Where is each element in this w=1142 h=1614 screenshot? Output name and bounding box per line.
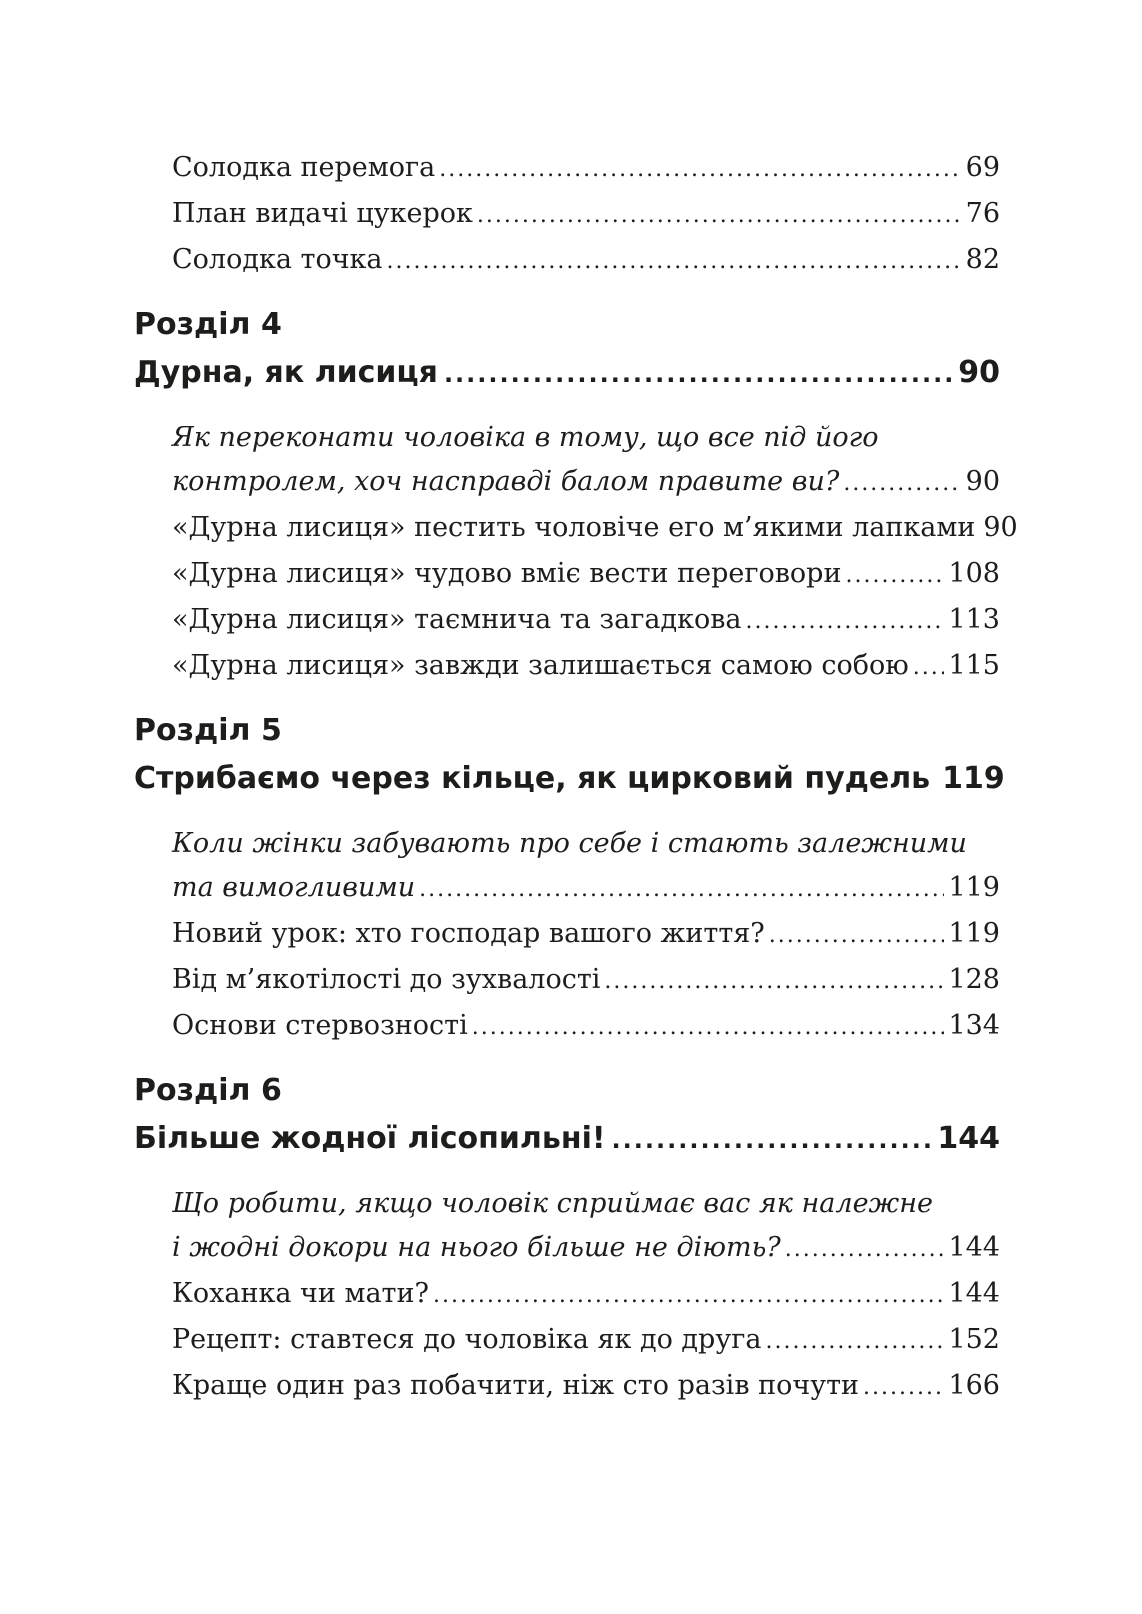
toc-entry bbox=[134, 145, 1000, 191]
toc-entry-title: План видачі цукерок bbox=[172, 198, 473, 229]
toc-entry-title: Основи стервозності bbox=[172, 1010, 468, 1041]
chapter-title-text: Стрибаємо через кільце, як цирковий пудель bbox=[134, 761, 931, 796]
chapter-intro-line1: Коли жінки забувають про себе і стають залежними bbox=[172, 828, 967, 859]
chapter-intro-line2: і жодні докори на нього більше не діють? bbox=[172, 1232, 781, 1263]
chapter-page: 144 bbox=[937, 1121, 1000, 1156]
dot-leader bbox=[845, 553, 944, 599]
chapter-label: Розділ 6 bbox=[134, 1073, 282, 1108]
toc-entry-page: 119 bbox=[948, 918, 1000, 949]
table-of-contents bbox=[134, 145, 1018, 1409]
toc-entry-page: 128 bbox=[948, 964, 1000, 995]
chapter-title bbox=[134, 347, 1000, 399]
dot-leader bbox=[419, 867, 944, 913]
chapter-label: Розділ 5 bbox=[134, 713, 282, 748]
dot-leader bbox=[746, 599, 945, 645]
toc-entry bbox=[134, 1003, 1000, 1049]
chapter-intro-line2-row bbox=[172, 459, 1000, 505]
dot-leader bbox=[444, 348, 952, 400]
dot-leader bbox=[477, 193, 962, 239]
chapter-title-text: Дурна, як лисиця bbox=[134, 355, 438, 390]
dot-leader bbox=[863, 1365, 944, 1411]
toc-entry-page: 90 bbox=[965, 466, 1000, 497]
toc-entry bbox=[134, 597, 1000, 643]
chapter-intro-line2-row bbox=[172, 1225, 1000, 1271]
toc-entry-page: 113 bbox=[948, 604, 1000, 635]
dot-leader bbox=[913, 645, 945, 691]
toc-entry bbox=[134, 1363, 1000, 1409]
toc-entry bbox=[134, 237, 1000, 283]
chapter-intro bbox=[134, 823, 1000, 911]
toc-entry-page: 108 bbox=[948, 558, 1000, 589]
toc-entry-page: 69 bbox=[965, 152, 1000, 183]
dot-leader bbox=[472, 1005, 945, 1051]
chapter-page: 90 bbox=[958, 355, 1000, 390]
toc-entry-title: «Дурна лисиця» таємнича та загадкова bbox=[172, 604, 742, 635]
toc-entry-title: Рецепт: ставтеся до чоловіка як до друга bbox=[172, 1324, 762, 1355]
toc-entry-title: Коханка чи мати? bbox=[172, 1278, 429, 1309]
toc-entry-page: 82 bbox=[965, 244, 1000, 275]
toc-entry-title: Краще один раз побачити, ніж сто разів почути bbox=[172, 1370, 860, 1401]
toc-entry bbox=[134, 911, 1000, 957]
dot-leader bbox=[604, 959, 944, 1005]
dot-leader bbox=[433, 1273, 944, 1319]
toc-entry-page: 134 bbox=[948, 1010, 1000, 1041]
toc-entry bbox=[134, 191, 1000, 237]
toc-entry-page: 166 bbox=[948, 1370, 1000, 1401]
chapter-intro-line2-row bbox=[172, 865, 1000, 911]
toc-entry-page: 90 bbox=[983, 512, 1018, 543]
dot-leader bbox=[769, 913, 945, 959]
toc-entry bbox=[134, 643, 1000, 689]
dot-leader bbox=[785, 1227, 945, 1273]
chapter-intro-line1: Що робити, якщо чоловік сприймає вас як належне bbox=[172, 1188, 933, 1219]
chapter-label: Розділ 4 bbox=[134, 307, 282, 342]
toc-entry-page: 119 bbox=[948, 872, 1000, 903]
dot-leader bbox=[612, 1114, 932, 1166]
toc-entry bbox=[134, 957, 1000, 1003]
dot-leader bbox=[387, 239, 962, 285]
toc-entry-title: Солодка перемога bbox=[172, 152, 436, 183]
toc-entry-page: 152 bbox=[948, 1324, 1000, 1355]
toc-entry-page: 115 bbox=[948, 650, 1000, 681]
dot-leader bbox=[843, 461, 961, 507]
toc-entry bbox=[134, 551, 1000, 597]
chapter-page: 119 bbox=[942, 761, 1005, 796]
toc-entry-page: 144 bbox=[948, 1278, 1000, 1309]
toc-entry-title: Солодка точка bbox=[172, 244, 383, 275]
toc-entry-title: «Дурна лисиця» пестить чоловіче его м’якими лапками bbox=[172, 512, 976, 543]
toc-entry bbox=[134, 505, 1018, 551]
toc-entry-title: Від м’якотілості до зухвалості bbox=[172, 964, 601, 995]
chapter-intro-line2: та вимогливими bbox=[172, 872, 416, 903]
toc-entry-title: «Дурна лисиця» чудово вміє вести переговори bbox=[172, 558, 842, 589]
toc-entry-page: 144 bbox=[948, 1232, 1000, 1263]
toc-entry bbox=[134, 1271, 1000, 1317]
toc-entry-title: «Дурна лисиця» завжди залишається самою собою bbox=[172, 650, 909, 681]
chapter-intro-line1: Як переконати чоловіка в тому, що все під його bbox=[172, 422, 879, 453]
chapter-intro bbox=[134, 417, 1000, 505]
toc-entry-title: Новий урок: хто господар вашого життя? bbox=[172, 918, 765, 949]
toc-entry-page: 76 bbox=[965, 198, 1000, 229]
toc-entry bbox=[134, 1317, 1000, 1363]
chapter-intro bbox=[134, 1183, 1000, 1271]
dot-leader bbox=[439, 147, 961, 193]
dot-leader bbox=[765, 1319, 944, 1365]
chapter-intro-line2: контролем, хоч насправді балом правите ви? bbox=[172, 466, 840, 497]
chapter-title bbox=[134, 753, 1005, 805]
chapter-title bbox=[134, 1113, 1000, 1165]
chapter-title-text: Більше жодної лісопильні! bbox=[134, 1121, 606, 1156]
